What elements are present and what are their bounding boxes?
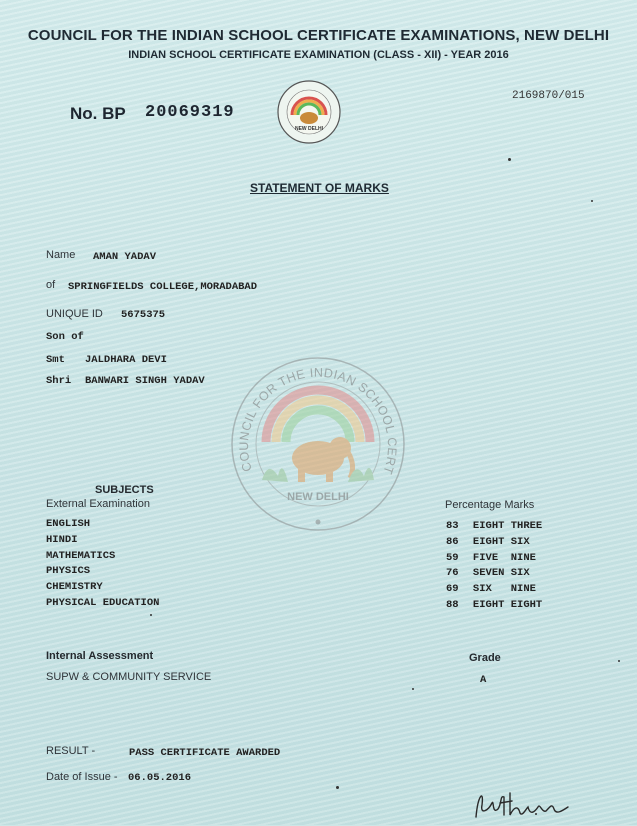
uid-label: UNIQUE ID (46, 308, 103, 320)
marks-value: 83 (446, 520, 459, 532)
council-seal-watermark (228, 354, 408, 534)
internal-subject: SUPW & COMMUNITY SERVICE (46, 671, 212, 683)
mother-prefix: Smt (46, 354, 65, 366)
seal-small-city: NEW DELHI (294, 126, 324, 132)
marks-value: 76 (446, 567, 459, 580)
speck (412, 688, 414, 690)
father-prefix: Shri (46, 375, 72, 387)
subjects-list (46, 517, 159, 612)
exam-heading: INDIAN SCHOOL CERTIFICATE EXAMINATION (CLASS - XII) - YEAR 2016 (128, 49, 509, 61)
marks-words: EIGHT SIX (472, 535, 530, 548)
marks-value: 69 (446, 583, 459, 596)
father-name: BANWARI SINGH YADAV (85, 375, 205, 387)
school-name: SPRINGFIELDS COLLEGE,MORADABAD (68, 281, 258, 293)
marks-words: FIVE NINE (472, 551, 536, 564)
candidate-name: AMAN YADAV (93, 251, 157, 263)
reference-number: 2169870/015 (512, 90, 585, 102)
subjects-heading: SUBJECTS (95, 484, 154, 496)
speck (535, 813, 537, 815)
internal-grade: A (480, 674, 487, 686)
percentage-marks-label: Percentage Marks (445, 499, 535, 511)
marks-value: 59 (446, 551, 459, 564)
marks-value: 86 (446, 535, 459, 548)
subject-name: CHEMISTRY (46, 581, 103, 594)
marks-words: SIX NINE (472, 583, 536, 596)
marks-row (446, 582, 542, 598)
date-of-issue-label: Date of Issue - (46, 771, 118, 783)
seal-city: NEW DELHI (287, 491, 349, 503)
document-title: STATEMENT OF MARKS (250, 181, 389, 195)
speck (150, 614, 152, 616)
external-exam-label: External Examination (46, 498, 150, 510)
date-of-issue: 06.05.2016 (128, 772, 192, 784)
mother-name: JALDHARA DEVI (85, 354, 167, 366)
son-of-label: Son of (46, 331, 84, 343)
result-label: RESULT - (46, 745, 96, 757)
signature (470, 785, 580, 826)
serial-number: 20069319 (145, 103, 235, 122)
subject-name: MATHEMATICS (46, 549, 116, 562)
council-heading: COUNCIL FOR THE INDIAN SCHOOL CERTIFICATE EXAMINATIONS, NEW DELHI (27, 27, 610, 44)
of-label: of (46, 279, 56, 291)
subject-name: PHYSICS (46, 565, 91, 578)
result-value: PASS CERTIFICATE AWARDED (129, 747, 281, 759)
grade-heading: Grade (469, 652, 501, 664)
marks-row (446, 519, 542, 535)
speck (336, 786, 339, 789)
marks-words: EIGHT THREE (472, 520, 543, 532)
marks-value: 88 (446, 598, 459, 611)
marks-row (446, 598, 542, 614)
marks-row (446, 566, 542, 582)
subject-name: PHYSICAL EDUCATION (46, 596, 160, 609)
council-seal-small (276, 79, 342, 145)
marks-words: EIGHT EIGHT (472, 598, 543, 611)
marks-row (446, 551, 542, 567)
unique-id: 5675375 (121, 309, 166, 321)
subject-name: ENGLISH (46, 518, 91, 530)
speck (618, 660, 620, 662)
marks-words: SEVEN SIX (472, 567, 530, 580)
marks-list (446, 519, 542, 614)
speck (591, 200, 593, 202)
speck (508, 158, 511, 161)
name-label: Name (46, 249, 76, 261)
internal-assessment-heading: Internal Assessment (46, 650, 154, 662)
seal-ring-text: COUNCIL FOR THE INDIAN SCHOOL CERT (236, 365, 400, 477)
subject-name: HINDI (46, 533, 78, 546)
marks-row (446, 535, 542, 551)
serial-label: No. BP (70, 104, 126, 123)
